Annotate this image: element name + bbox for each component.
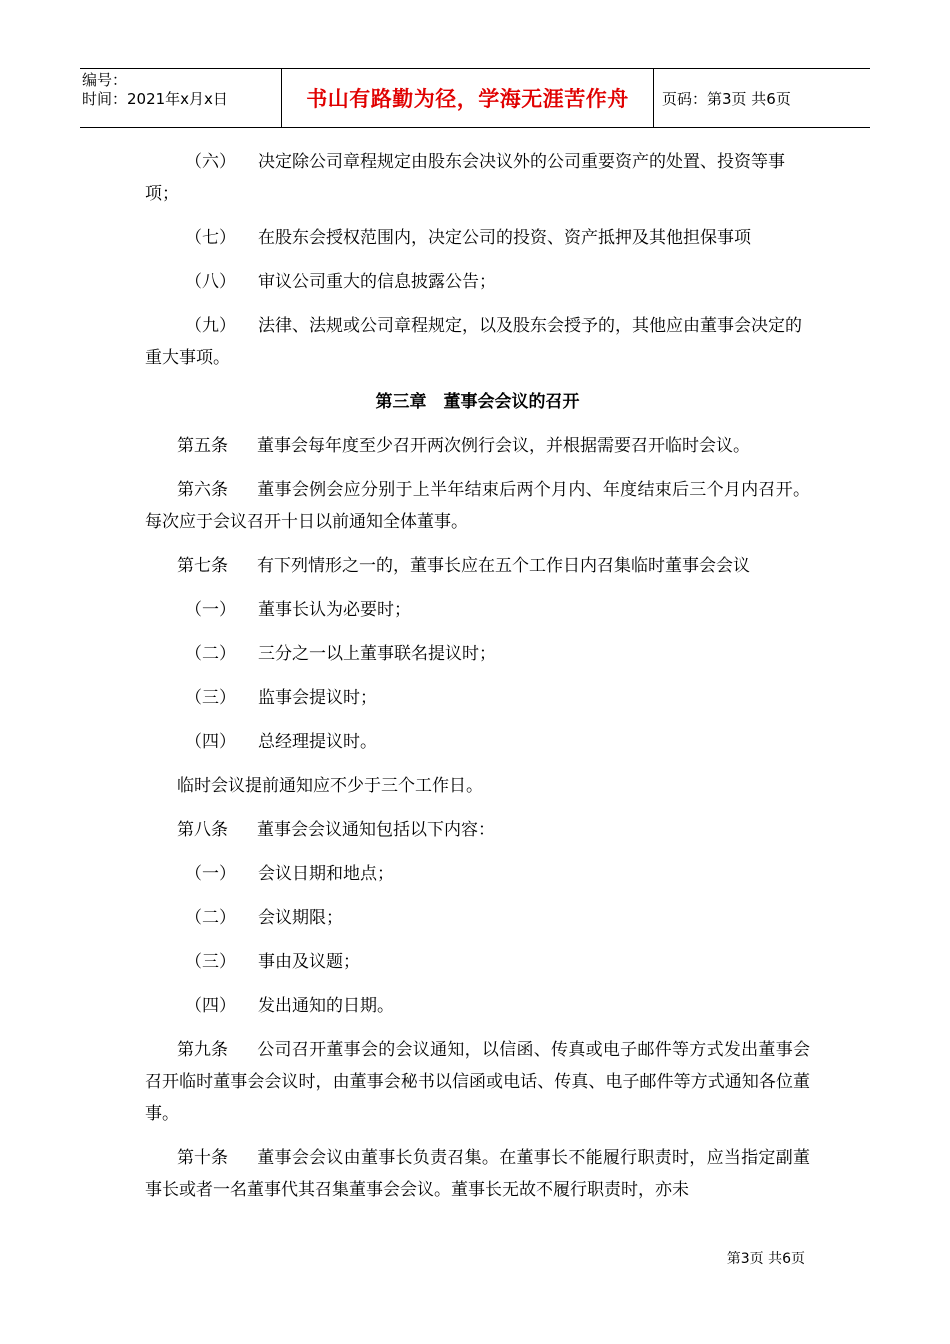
item-text: 会议期限； [258, 908, 343, 928]
article-label: 第五条 [177, 436, 228, 456]
item-number: （六） [185, 152, 236, 172]
list-item [145, 594, 810, 626]
header-motto: 书山有路勤为径，学海无涯苦作舟 [282, 69, 654, 127]
list-item [145, 726, 810, 758]
list-item [145, 946, 810, 978]
article-8 [145, 814, 810, 846]
document-body [145, 146, 810, 1218]
list-item [145, 990, 810, 1022]
article-label: 第九条 [177, 1040, 228, 1060]
page-footer: 第3页 共6页 [726, 1251, 805, 1267]
article-text: 公司召开董事会的会议通知，以信函、传真或电子邮件等方式发出董事会召开临时董事会会议时，由董事会秘书以信函或电话、传真、电子邮件等方式通知各位董事。 [145, 1040, 810, 1124]
article-label: 第七条 [177, 556, 228, 576]
header-page-number: 页码：第3页 共6页 [662, 89, 791, 108]
item-text: 会议日期和地点； [258, 864, 394, 884]
item-text: 法律、法规或公司章程规定，以及股东会授予的，其他应由董事会决定的重大事项。 [145, 316, 802, 368]
list-item [145, 146, 810, 210]
item-number: （七） [185, 228, 236, 248]
list-item [145, 266, 810, 298]
item-text: 在股东会授权范围内，决定公司的投资、资产抵押及其他担保事项 [258, 228, 751, 248]
item-text: 决定除公司章程规定由股东会决议外的公司重要资产的处置、投资等事项； [145, 152, 785, 204]
page-header [80, 68, 870, 128]
item-text: 发出通知的日期。 [258, 996, 394, 1016]
item-text: 审议公司重大的信息披露公告； [258, 272, 496, 292]
item-number: （八） [185, 272, 236, 292]
time-label: 时间：2021年x月x日 [82, 90, 228, 108]
article-10 [145, 1142, 810, 1206]
list-item [145, 682, 810, 714]
article-text: 董事会会议由董事长负责召集。在董事长不能履行职责时，应当指定副董事长或者一名董事代其召集董事会会议。董事长无故不履行职责时，亦未 [145, 1148, 810, 1200]
list-item [145, 222, 810, 254]
header-left-cell [80, 69, 282, 127]
code-label: 编号： [82, 71, 128, 89]
article-7 [145, 550, 810, 582]
article-text: 董事会每年度至少召开两次例行会议，并根据需要召开临时会议。 [257, 436, 750, 456]
item-number: （二） [185, 644, 236, 664]
article-text: 有下列情形之一的，董事长应在五个工作日内召集临时董事会会议 [257, 556, 750, 576]
article-5 [145, 430, 810, 462]
item-text: 总经理提议时。 [258, 732, 377, 752]
chapter-title: 第三章 董事会会议的召开 [375, 392, 580, 412]
item-number: （四） [185, 732, 236, 752]
article-label: 第十条 [177, 1148, 228, 1168]
article-label: 第八条 [177, 820, 228, 840]
article-6 [145, 474, 810, 538]
item-number: （一） [185, 864, 236, 884]
item-number: （四） [185, 996, 236, 1016]
article-text: 董事会会议通知包括以下内容： [257, 820, 495, 840]
list-item [145, 902, 810, 934]
list-item [145, 310, 810, 374]
item-number: （三） [185, 952, 236, 972]
list-item [145, 858, 810, 890]
item-text: 事由及议题； [258, 952, 360, 972]
item-text: 董事长认为必要时； [258, 600, 411, 620]
article-9 [145, 1034, 810, 1130]
item-number: （一） [185, 600, 236, 620]
item-text: 三分之一以上董事联名提议时； [258, 644, 496, 664]
item-number: （三） [185, 688, 236, 708]
article-text: 董事会例会应分别于上半年结束后两个月内、年度结束后三个月内召开。每次应于会议召开十日以前通知全体董事。 [145, 480, 810, 532]
article-label: 第六条 [177, 480, 228, 500]
item-number: （二） [185, 908, 236, 928]
notice-line: 临时会议提前通知应不少于三个工作日。 [177, 776, 483, 796]
item-text: 监事会提议时； [258, 688, 377, 708]
list-item [145, 638, 810, 670]
item-number: （九） [185, 316, 236, 336]
